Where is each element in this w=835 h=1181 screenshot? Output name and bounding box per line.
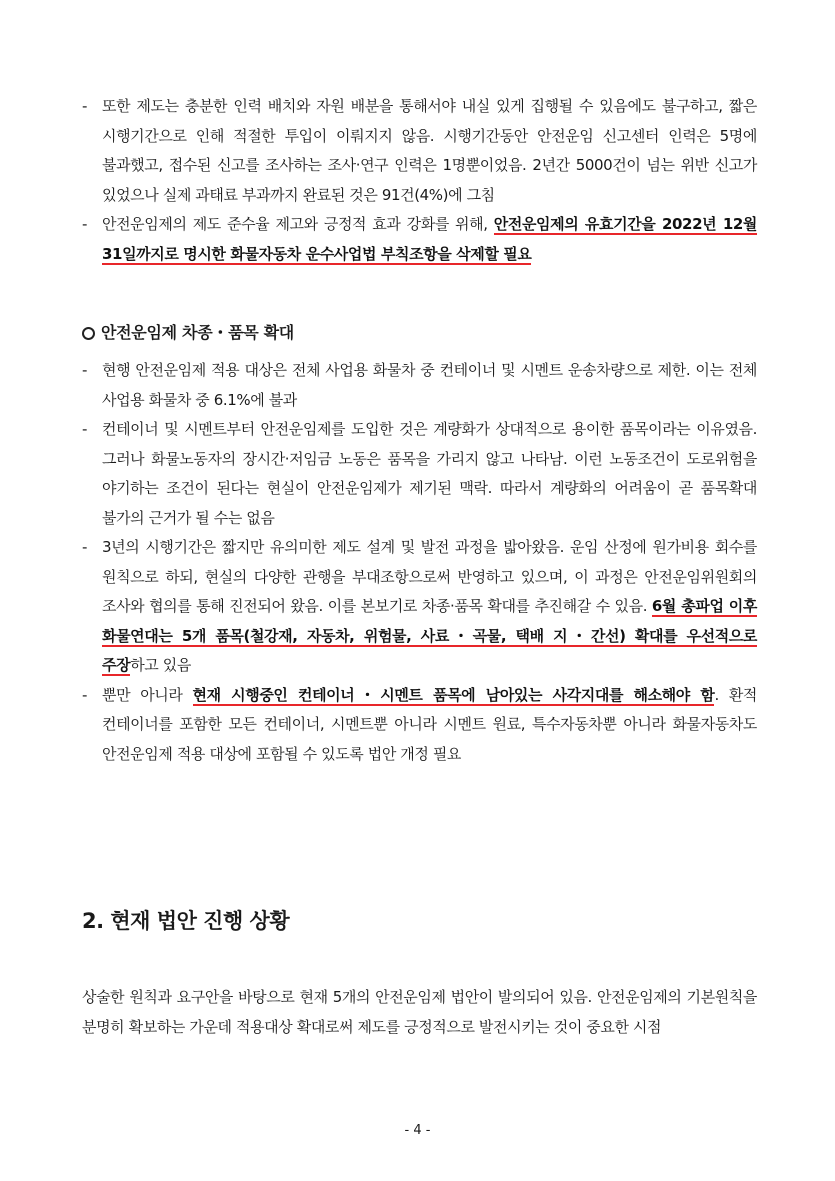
list-item — [82, 210, 757, 269]
list-item — [82, 681, 757, 770]
underlined-emphasis: 안전운임제의 유효기간을 2022년 12월 31일까지로 명시한 화물자동차 운수사업법 부칙조항을 삭제할 필요 — [102, 215, 757, 263]
list-item — [82, 415, 757, 533]
section-paragraph: 상술한 원칙과 요구안을 바탕으로 현재 5개의 안전운임제 법안이 발의되어 있음. 안전운임제의 기본원칙을 분명히 확보하는 가운데 적용대상 확대로써 제도를 긍정적으로 발전시키는 것이 중요한 시점 — [82, 988, 757, 1036]
bullet-list-expand — [82, 356, 757, 769]
item-text: 안전운임제의 제도 준수율 제고와 긍정적 효과 강화를 위해, — [102, 215, 494, 233]
list-item — [82, 533, 757, 681]
section-heading — [82, 320, 294, 343]
dash-bullet: - — [82, 420, 88, 438]
item-text: 3년의 시행기간은 짧지만 유의미한 제도 설계 및 발전 과정을 밟아왔음. 운임 산정에 원가비용 회수를 원칙으로 하되, 현실의 다양한 관행을 부대조항으로써 반영하고 있으며, 이 과정은 안전운임위원회의 조사와 협의를 통해 진전되어 왔음. 이를 본보기로 차종·품목 확대를 추진해갈 수 있음. — [102, 538, 757, 615]
dash-bullet: - — [82, 97, 88, 115]
underlined-emphasis: 현재 시행중인 컨테이너・시멘트 품목에 남아있는 사각지대를 해소해야 함 — [192, 685, 715, 704]
item-text: 뿐만 아니라 — [102, 685, 193, 704]
circle-bullet-icon — [82, 327, 95, 340]
bullet-list-top — [82, 92, 757, 269]
item-text: 현행 안전운임제 적용 대상은 전체 사업용 화물차 중 컨테이너 및 시멘트 운송차량으로 제한. 이는 전체 사업용 화물차 중 6.1%에 불과 — [102, 361, 757, 409]
heading-text: 안전운임제 차종・품목 확대 — [101, 323, 294, 342]
underlined-emphasis: 6월 총파업 이후 화물연대는 5개 품목(철강재, 자동차, 위험물, 사료・곡물, 택배 지・간선) 확대를 우선적으로 주장 — [102, 597, 757, 674]
item-text: 또한 제도는 충분한 인력 배치와 자원 배분을 통해서야 내실 있게 집행될 수 있음에도 불구하고, 짧은 시행기간으로 인해 적절한 투입이 이뤄지지 않음. 시행기간동안 안전운임 신고센터 인력은 5명에 불과했고, 접수된 신고를 조사하는 조사·연구 인력은 1명뿐이었음. 2년간 5000건이 넘는 위반 신고가 있었으나 실제 과태료 부과까지 완료된 것은 91건(4%)에 그침 — [102, 97, 757, 204]
dash-bullet: - — [82, 215, 88, 233]
item-text: 컨테이너 및 시멘트부터 안전운임제를 도입한 것은 계량화가 상대적으로 용이한 품목이라는 이유였음. 그러나 화물노동자의 장시간·저임금 노동은 품목을 가리지 않고 나타남. 이런 노동조건이 도로위험을 야기하는 조건이 된다는 현실이 안전운임제가 제기된 맥락. 따라서 계량화의 어려움이 곧 품목확대 불가의 근거가 될 수는 없음 — [102, 420, 757, 527]
item-text: 하고 있음 — [130, 656, 191, 674]
section-title: 2. 현재 법안 진행 상황 — [82, 909, 290, 933]
list-item — [82, 356, 757, 415]
dash-bullet: - — [82, 361, 88, 379]
page-number: - 4 - — [404, 1123, 431, 1138]
dash-bullet: - — [82, 538, 88, 556]
list-item — [82, 92, 757, 210]
dash-bullet: - — [82, 685, 88, 704]
item-text: . 환적 컨테이너를 포함한 모든 컨테이너, 시멘트뿐 아니라 시멘트 원료, 특수자동차뿐 아니라 화물자동차도 안전운임제 적용 대상에 포함될 수 있도록 법안 개정 필요 — [102, 685, 758, 763]
